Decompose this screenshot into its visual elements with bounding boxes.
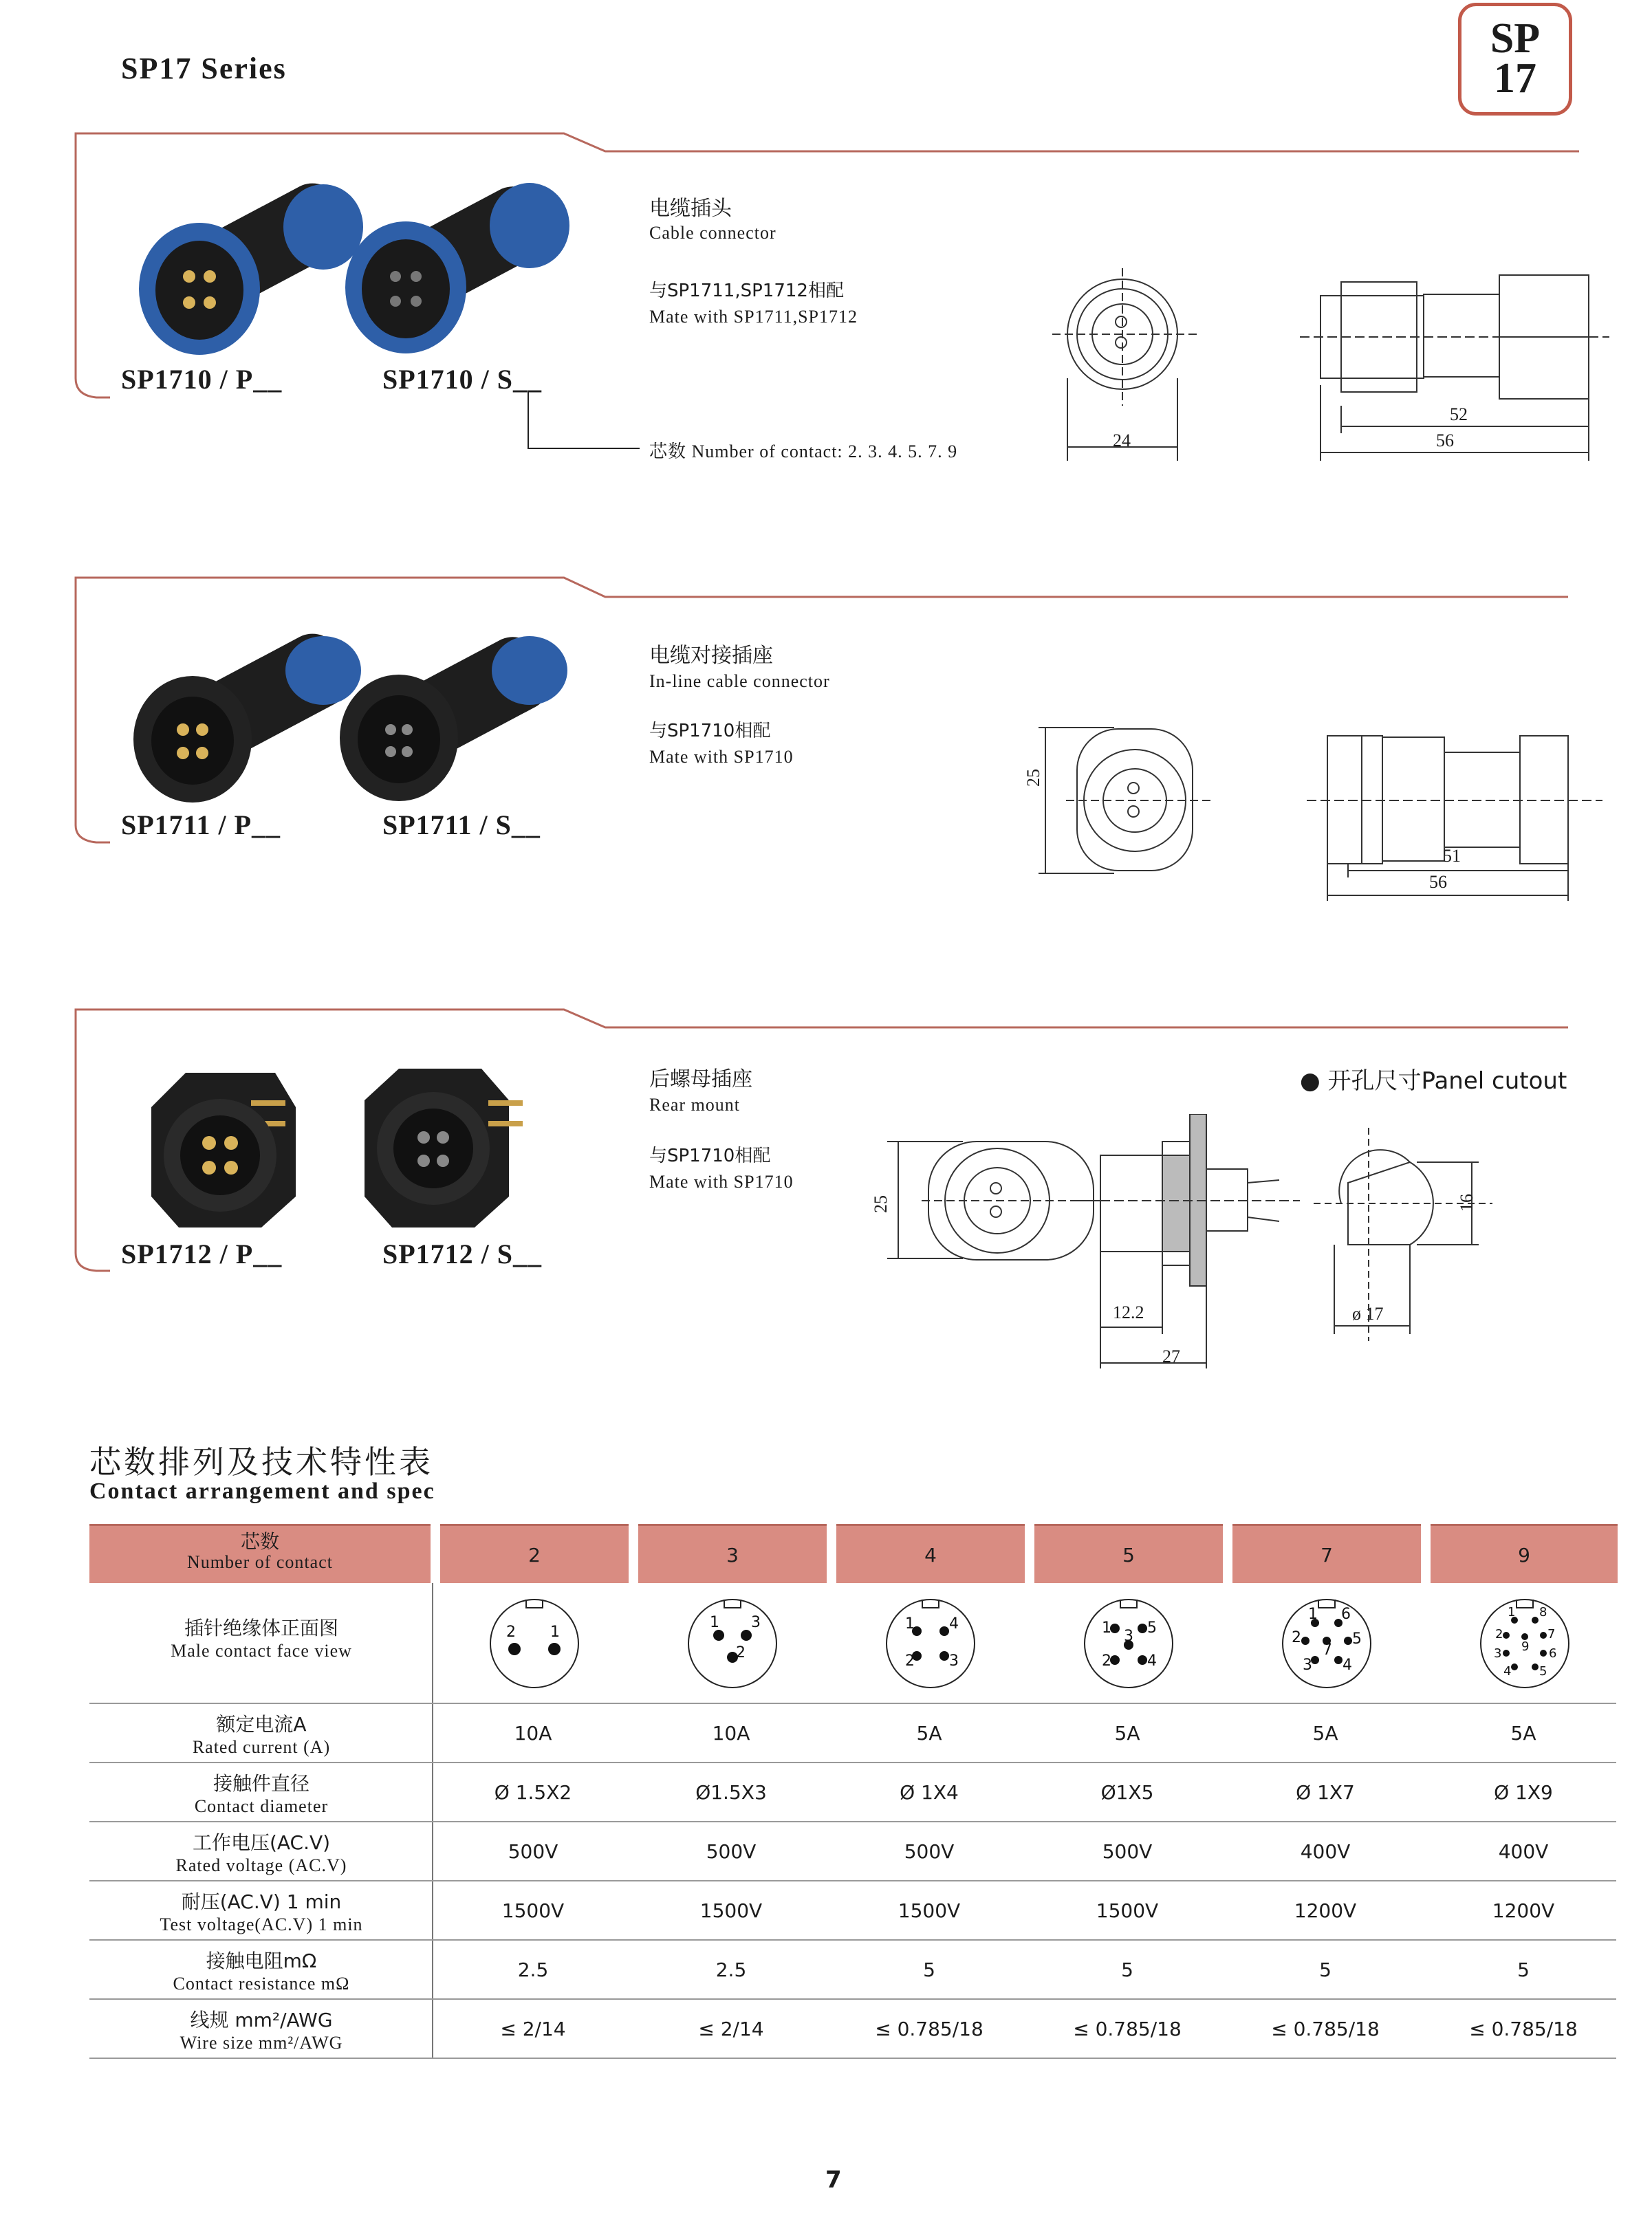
spec-cell: Ø1X5	[1100, 1781, 1154, 1804]
spec-col-2: 2	[440, 1524, 629, 1583]
spec-cell: Ø 1X7	[1296, 1781, 1355, 1804]
spec-cell: Ø1.5X3	[695, 1781, 767, 1804]
sp1712-mate-en: Mate with SP1710	[649, 1172, 794, 1192]
face-3	[688, 1600, 776, 1688]
face-9-num-3: 3	[1494, 1646, 1502, 1661]
sp1712-photos	[124, 1059, 591, 1245]
face-7-num-6: 6	[1341, 1606, 1351, 1623]
face-5-num-4: 4	[1147, 1652, 1157, 1670]
face-9-num-1: 1	[1508, 1605, 1516, 1619]
spec-row-label	[89, 2005, 433, 2053]
spec-col-5: 5	[1034, 1524, 1223, 1583]
sp1710-dim-inner: 52	[1450, 404, 1468, 424]
sp1712-dim-height: 25	[871, 1195, 891, 1213]
header-label-en: Number of contact	[187, 1552, 333, 1572]
spec-cell: 1500V	[699, 1899, 763, 1922]
spec-cell: 500V	[706, 1840, 757, 1863]
spec-row-label-en: Rated current (A)	[192, 1737, 331, 1757]
spec-row-label	[89, 1710, 433, 1758]
sp1710-mate-zh: 与SP1711,SP1712相配	[649, 281, 844, 301]
spec-cell: 1500V	[1096, 1899, 1159, 1922]
sp1712-title-zh: 后螺母插座	[649, 1067, 752, 1091]
face-7-num-5: 5	[1352, 1630, 1362, 1648]
badge-line2: 17	[1494, 55, 1536, 102]
face-3-num-3: 3	[751, 1614, 761, 1631]
sp1711-drawing	[1025, 715, 1609, 908]
spec-cell: 5	[1121, 1958, 1133, 1981]
spec-cell: 500V	[904, 1840, 955, 1863]
face-7-num-7: 7	[1323, 1641, 1332, 1659]
spec-row-label-zh: 接触件直径	[213, 1772, 309, 1795]
sp1710-socket-photo	[345, 177, 569, 353]
sp1711-mate-zh: 与SP1710相配	[649, 721, 771, 741]
spec-cell: 5	[1517, 1958, 1530, 1981]
face-9-num-7: 7	[1547, 1627, 1556, 1641]
spec-cell: 10A	[514, 1722, 552, 1745]
face-2	[490, 1600, 578, 1688]
row-divider	[89, 1880, 1616, 1881]
spec-cell: 5A	[1114, 1722, 1140, 1745]
spec-row-label-en: Rated voltage (AC.V)	[175, 1855, 347, 1875]
spec-col-3: 3	[638, 1524, 827, 1583]
spec-cell: ≤ 0.785/18	[1271, 2018, 1380, 2040]
spec-row-label-en: Contact diameter	[194, 1796, 329, 1816]
spec-cell: 2.5	[715, 1958, 747, 1981]
face-3-num-2: 2	[736, 1644, 746, 1661]
spec-header-label	[89, 1524, 431, 1583]
sp1710-dim-total: 56	[1436, 430, 1454, 450]
row-divider	[89, 1703, 1616, 1704]
row-divider	[89, 1762, 1616, 1763]
spec-col-4: 4	[836, 1524, 1025, 1583]
sp1710-socket-part: SP1710 / S__	[382, 364, 543, 395]
spec-col-9: 9	[1431, 1524, 1618, 1583]
face-9-num-4: 4	[1503, 1664, 1512, 1679]
sp1712-dim-thread: 12.2	[1113, 1302, 1144, 1322]
face-9-num-6: 6	[1549, 1646, 1557, 1661]
row-divider	[89, 2058, 1616, 2059]
spec-cell: 1500V	[501, 1899, 565, 1922]
sp1710-contacts-note: 芯数 Number of contact: 2. 3. 4. 5. 7. 9	[649, 441, 958, 461]
face-4-num-4: 4	[949, 1615, 959, 1633]
sp1711-title-zh: 电缆对接插座	[649, 644, 773, 668]
face-5-num-3: 3	[1124, 1628, 1133, 1645]
sp1712-plug-photo	[151, 1073, 296, 1227]
page-number: 7	[825, 2166, 842, 2194]
spec-cell: 5A	[916, 1722, 942, 1745]
sp1712-dim-total: 27	[1162, 1346, 1180, 1366]
sp1710-title-en: Cable connector	[649, 223, 776, 243]
bullet-icon: ●	[1300, 1067, 1328, 1095]
spec-row-label-zh: 线规 mm²/AWG	[190, 2009, 333, 2031]
sp1711-socket-photo	[340, 627, 567, 801]
sp1712-title-en: Rear mount	[649, 1095, 741, 1115]
face-9-num-8: 8	[1539, 1605, 1547, 1619]
face-4-num-2: 2	[905, 1652, 915, 1670]
face-5-num-2: 2	[1102, 1652, 1111, 1670]
face-2-num-2: 2	[506, 1624, 516, 1641]
spec-row-label-en: Contact resistance mΩ	[173, 1974, 350, 1994]
sp1711-socket-part: SP1711 / S__	[382, 809, 541, 840]
spec-col-7: 7	[1232, 1524, 1421, 1583]
row-divider	[89, 1821, 1616, 1822]
spec-cell: Ø 1.5X2	[494, 1781, 572, 1804]
face-7-num-1: 1	[1308, 1606, 1318, 1623]
spec-row-label	[89, 1828, 433, 1876]
panel-cutout-label: ● 开孔尺寸Panel cutout	[1300, 1067, 1567, 1095]
sp1710-title-zh: 电缆插头	[649, 197, 732, 221]
badge-line1: SP	[1490, 15, 1541, 62]
face-9-num-5: 5	[1539, 1664, 1547, 1679]
sp1711-photos	[124, 622, 591, 815]
spec-row-label-en: Test voltage(AC.V) 1 min	[160, 1914, 363, 1934]
spec-cell: ≤ 0.785/18	[1469, 2018, 1578, 2040]
sp1711-dim-total: 56	[1429, 872, 1447, 892]
face-7-num-4: 4	[1343, 1657, 1352, 1674]
sp1711-plug-photo	[133, 624, 361, 803]
sp1710-mate-en: Mate with SP1711,SP1712	[649, 307, 858, 327]
sp1712-drawing	[873, 1114, 1630, 1375]
spec-cell: 500V	[1102, 1840, 1153, 1863]
sp1712-plug-part: SP1712 / P__	[121, 1239, 283, 1269]
face-3-num-1: 1	[710, 1614, 719, 1631]
spec-row-label	[89, 1887, 433, 1935]
sp1712-dim-cutout-d: ø 17	[1352, 1304, 1384, 1324]
spec-cell: Ø 1X9	[1494, 1781, 1553, 1804]
face-9-num-9: 9	[1521, 1639, 1530, 1654]
sp1712-socket-photo	[365, 1069, 523, 1227]
sp1711-title-en: In-line cable connector	[649, 671, 830, 691]
face-view-label: 插针绝缘体正面图 Male contact face view	[171, 1617, 352, 1661]
spec-cell: ≤ 2/14	[500, 2018, 566, 2040]
face-4-num-1: 1	[905, 1615, 915, 1633]
sp1712-dim-cutout-h: 16	[1457, 1194, 1477, 1212]
header-label-zh: 芯数	[240, 1530, 279, 1553]
face-2-num-1: 1	[550, 1624, 560, 1641]
series-title: SP17 Series	[121, 52, 287, 85]
sp1711-mate-en: Mate with SP1710	[649, 747, 794, 767]
spec-cell: 1500V	[898, 1899, 961, 1922]
spec-title-en: Contact arrangement and spec	[89, 1479, 435, 1504]
face-4-num-3: 3	[949, 1652, 959, 1670]
spec-cell: 400V	[1300, 1840, 1351, 1863]
face-view-diagrams	[440, 1589, 1618, 1699]
spec-cell: Ø 1X4	[900, 1781, 959, 1804]
face-4	[887, 1600, 975, 1688]
spec-cell: 5	[923, 1958, 935, 1981]
spec-row-label-zh: 工作电压(AC.V)	[192, 1831, 331, 1854]
spec-row-label	[89, 1946, 433, 1994]
sp1711-plug-part: SP1711 / P__	[121, 809, 281, 840]
spec-title-zh: 芯数排列及技术特性表	[89, 1443, 433, 1481]
spec-row-label-zh: 接触电阻mΩ	[206, 1950, 317, 1972]
spec-cell: 400V	[1498, 1840, 1549, 1863]
spec-cell: 500V	[508, 1840, 558, 1863]
spec-cell: 10A	[712, 1722, 750, 1745]
spec-cell: ≤ 0.785/18	[875, 2018, 983, 2040]
spec-cell: 5	[1319, 1958, 1332, 1981]
sp1710-photos	[124, 172, 591, 364]
spec-row-label-zh: 耐压(AC.V) 1 min	[181, 1890, 342, 1913]
spec-cell: 5A	[1510, 1722, 1536, 1745]
face-7-num-3: 3	[1303, 1657, 1312, 1674]
sp1711-dim-height: 25	[1023, 769, 1043, 787]
spec-cell: 1200V	[1492, 1899, 1555, 1922]
sp1710-plug-photo	[139, 173, 363, 355]
sp1712-mate-zh: 与SP1710相配	[649, 1146, 771, 1166]
spec-cell: ≤ 2/14	[698, 2018, 764, 2040]
spec-row-label	[89, 1769, 433, 1817]
spec-cell: 1200V	[1294, 1899, 1357, 1922]
row-divider	[89, 1998, 1616, 2000]
spec-row-label-zh: 额定电流A	[216, 1713, 307, 1736]
sp1712-socket-part: SP1712 / S__	[382, 1239, 543, 1269]
spec-cell: 5A	[1312, 1722, 1338, 1745]
spec-cell: 2.5	[517, 1958, 549, 1981]
spec-row-label-en: Wire size mm²/AWG	[180, 2033, 343, 2053]
face-5-num-1: 1	[1102, 1619, 1111, 1637]
face-5-num-5: 5	[1147, 1619, 1157, 1637]
sp1710-plug-part: SP1710 / P__	[121, 364, 283, 395]
spec-cell: ≤ 0.785/18	[1073, 2018, 1182, 2040]
sp1710-dim-width: 24	[1113, 430, 1131, 450]
face-9-num-2: 2	[1495, 1627, 1503, 1641]
sp1711-dim-inner: 51	[1443, 846, 1461, 866]
row-divider	[89, 1939, 1616, 1941]
face-7-num-2: 2	[1292, 1629, 1301, 1646]
